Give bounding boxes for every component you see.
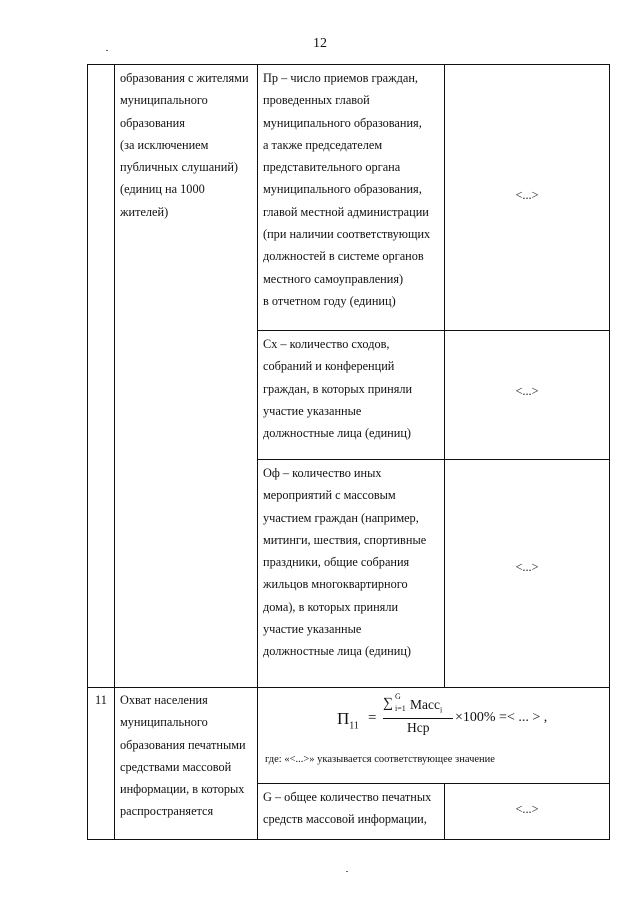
param-sx-description bbox=[263, 333, 412, 444]
text-line: граждан, в которых приняли bbox=[263, 381, 413, 396]
text-line: (при наличии соответствующих bbox=[263, 227, 431, 242]
sum-upper-limit: G bbox=[395, 692, 401, 701]
table-separator-param-2 bbox=[257, 459, 610, 460]
text-line: проведенных главой bbox=[263, 93, 370, 108]
text-line: образования с жителями bbox=[120, 71, 249, 85]
text-line: средств массовой информации, bbox=[263, 812, 427, 827]
text-line: должностные лица (единиц) bbox=[263, 644, 412, 659]
table-divider-number bbox=[114, 64, 115, 840]
text-line: образования печатными bbox=[120, 737, 246, 752]
table-divider-indicator bbox=[257, 64, 258, 840]
text-line: Охват населения bbox=[120, 693, 208, 707]
formula-fraction bbox=[383, 692, 453, 744]
formula-p11 bbox=[337, 694, 609, 754]
text-line: Пр – число приемов граждан, bbox=[263, 71, 419, 85]
indicator-text-continued bbox=[120, 67, 249, 223]
text-line: представительного органа bbox=[263, 160, 401, 175]
sum-symbol: ∑ bbox=[383, 696, 393, 711]
text-line: участие указанные bbox=[263, 622, 362, 637]
text-line: образования bbox=[120, 115, 185, 130]
text-line: муниципального образования, bbox=[263, 182, 422, 197]
scan-speck bbox=[106, 50, 108, 51]
text-line: жильцов многоквартирного bbox=[263, 577, 408, 592]
table-border-bottom bbox=[87, 839, 610, 840]
text-line: должностные лица (единиц) bbox=[263, 426, 412, 441]
text-line: жителей) bbox=[120, 204, 169, 219]
param-of-description bbox=[263, 462, 426, 663]
formula-tail: ×100% =< ... > , bbox=[455, 710, 548, 725]
text-line: а также председателем bbox=[263, 137, 383, 152]
text-line: участие указанные bbox=[263, 403, 362, 418]
formula-lhs: $П_{11}$ bbox=[337, 709, 359, 732]
param-g-value: <...> bbox=[515, 802, 539, 816]
text-line: собраний и конференций bbox=[263, 359, 395, 374]
text-line: муниципального bbox=[120, 93, 208, 108]
param-pr-value: <...> bbox=[515, 188, 539, 202]
table-border-right bbox=[609, 64, 610, 840]
table-border-top bbox=[87, 64, 610, 65]
table-separator-param-1 bbox=[257, 330, 610, 331]
formula-note: где: «<...>» указывается соответствующее значение bbox=[265, 754, 495, 765]
indicator-text-row-11 bbox=[120, 689, 246, 823]
text-line: средствами массовой bbox=[120, 759, 232, 774]
fraction-bar bbox=[383, 718, 453, 719]
scan-speck bbox=[346, 871, 348, 872]
text-line: мероприятий с массовым bbox=[263, 488, 396, 503]
text-line: G – общее количество печатных bbox=[263, 790, 432, 804]
text-line: публичных слушаний) bbox=[120, 160, 238, 175]
sum-lower-limit: i=1 bbox=[395, 704, 406, 713]
table-separator-formula bbox=[257, 783, 610, 784]
formula-denominator: Нср bbox=[407, 720, 430, 735]
param-pr-description bbox=[263, 67, 430, 312]
text-line: местного самоуправления) bbox=[263, 271, 404, 286]
text-line: дома), в которых приняли bbox=[263, 599, 399, 614]
text-line: митинги, шествия, спортивные bbox=[263, 532, 427, 547]
table-border-left bbox=[87, 64, 88, 840]
param-sx-value: <...> bbox=[515, 384, 539, 398]
param-g-description bbox=[263, 786, 431, 831]
page-number: 12 bbox=[313, 36, 327, 51]
text-line: (за исключением bbox=[120, 137, 209, 152]
text-line: праздники, общие собрания bbox=[263, 555, 410, 570]
text-line: должностей в системе органов bbox=[263, 249, 424, 264]
text-line: информации, в которых bbox=[120, 782, 245, 797]
text-line: распространяется bbox=[120, 804, 214, 819]
param-of-value: <...> bbox=[515, 560, 539, 574]
text-line: Оф – количество иных bbox=[263, 466, 382, 480]
table-divider-value-upper bbox=[444, 64, 445, 688]
text-line: в отчетном году (единиц) bbox=[263, 293, 396, 308]
text-line: Сх – количество сходов, bbox=[263, 337, 390, 351]
text-line: муниципального bbox=[120, 715, 208, 730]
text-line: участием граждан (например, bbox=[263, 510, 419, 525]
text-line: муниципального образования, bbox=[263, 115, 422, 130]
text-line: (единиц на 1000 bbox=[120, 182, 205, 197]
formula-equals: = bbox=[368, 710, 377, 726]
formula-numerator: Масс$_i$ bbox=[410, 697, 443, 715]
text-line: главой местной администрации bbox=[263, 204, 429, 219]
indicator-table bbox=[87, 64, 610, 840]
row-11-number: 11 bbox=[95, 693, 107, 707]
